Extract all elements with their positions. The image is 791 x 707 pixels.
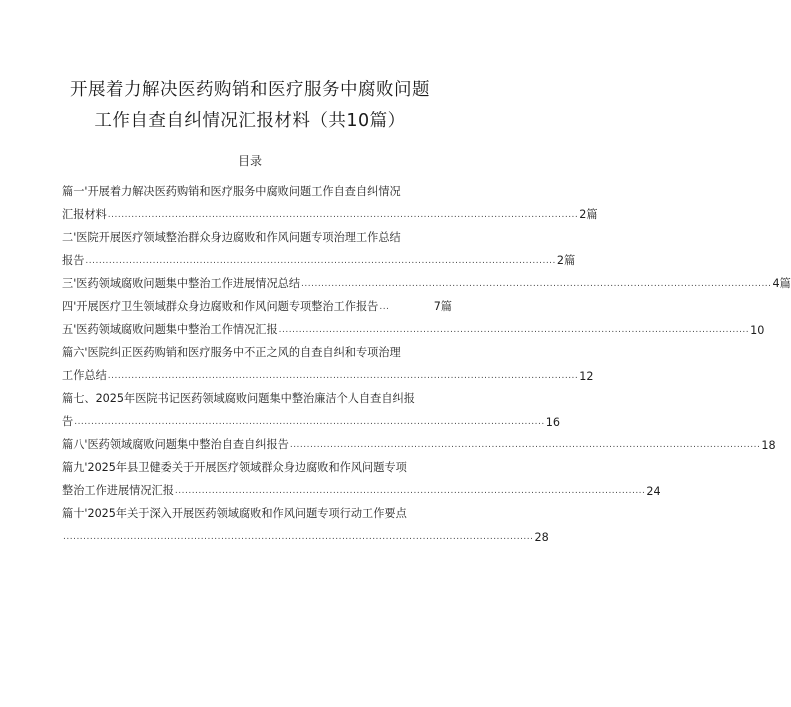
toc-entry-text: 篇六'医院纠正医药购销和医疗服务中不正之风的自查自纠和专项治理	[62, 346, 401, 359]
toc-entry-page: 18	[761, 439, 776, 452]
toc-entry-page: 28	[534, 531, 549, 544]
toc-entry-text: 篇九'2025年县卫健委关于开展医疗领域群众身边腐败和作风问题专项	[62, 461, 407, 474]
toc-entry-2-line-1[interactable]	[62, 222, 452, 245]
toc-leader-dots: ............................................................................................................................................	[278, 325, 750, 335]
toc-entry-page: 10	[750, 324, 765, 337]
toc-entry-text: 整治工作进展情况汇报	[62, 484, 174, 497]
toc-entry-text: 四'开展医疗卫生领域群众身边腐败和作风问题专项整治工作报告	[62, 300, 379, 313]
toc-entry-page: 2篇	[579, 208, 598, 221]
toc-heading: 目录	[237, 154, 262, 168]
toc-entry-1-line-1[interactable]	[62, 176, 452, 199]
document-title-line-1: 开展着力解决医药购销和医疗服务中腐败问题	[70, 80, 430, 100]
toc-entry-text: 告	[62, 415, 74, 428]
toc-entry-text: 二'医院开展医疗领域整治群众身边腐败和作风问题专项治理工作总结	[62, 231, 401, 244]
toc-leader-dots: ............................................................................................................................................	[107, 210, 579, 220]
toc-entry-5[interactable]	[62, 314, 765, 337]
toc-entry-10-line-2[interactable]	[62, 521, 549, 544]
toc-leader-dots: ............................................................................................................................................	[174, 486, 646, 496]
toc-entry-2-line-2[interactable]	[62, 245, 576, 268]
toc-entry-page: 2篇	[556, 254, 576, 267]
toc-entry-text: 工作总结	[62, 369, 107, 382]
toc-entry-page: 24	[646, 485, 661, 498]
document-title-line-2: 工作自查自纠情况汇报材料（共10篇）	[94, 111, 406, 131]
toc-entry-text: 三'医药领域腐败问题集中整治工作进展情况总结	[62, 277, 301, 290]
toc-leader-dots: ............................................................................................................................................	[301, 279, 772, 289]
toc-entry-9-line-2[interactable]	[62, 475, 661, 498]
toc-leader-dots: ............................................................................................................................................	[289, 440, 761, 450]
toc-entry-1-line-2[interactable]	[62, 199, 598, 222]
toc-entry-8[interactable]	[62, 429, 776, 452]
toc-entry-7-line-1[interactable]	[62, 383, 452, 406]
toc-entry-text: 篇七、2025年医院书记医药领域腐败问题集中整治廉洁个人自查自纠报	[62, 392, 415, 405]
toc-entry-text: 报告	[62, 254, 85, 267]
toc-entry-7-line-2[interactable]	[62, 406, 560, 429]
toc-entry-3[interactable]	[62, 268, 791, 291]
toc-entry-page: 16	[545, 416, 560, 429]
toc-leader-dots: ............................................................................................................................................	[107, 371, 579, 381]
toc-leader-dots: ............................................................................................................................................	[74, 417, 545, 427]
toc-leader-dots: ...	[379, 302, 390, 312]
toc-entry-text: 篇十'2025年关于深入开展医药领域腐败和作风问题专项行动工作要点	[62, 507, 407, 520]
toc-entry-page: 12	[579, 370, 594, 383]
toc-entry-text: 五'医药领域腐败问题集中整治工作情况汇报	[62, 323, 278, 336]
toc-leader-dots: ............................................................................................................................................	[85, 256, 556, 266]
toc-entry-page: 4篇	[772, 277, 791, 290]
toc-leader-dots: ............................................................................................................................................	[63, 532, 534, 542]
toc-entry-text: 篇一'开展着力解决医药购销和医疗服务中腐败问题工作自查自纠情况	[62, 185, 401, 198]
toc-entry-10-line-1[interactable]	[62, 498, 452, 521]
toc-entry-4[interactable]	[62, 291, 452, 314]
table-of-contents	[62, 176, 791, 544]
toc-entry-text: 汇报材料	[62, 208, 107, 221]
toc-entry-page: 7篇	[433, 300, 452, 313]
toc-entry-6-line-2[interactable]	[62, 360, 594, 383]
toc-entry-text: 篇八'医药领域腐败问题集中整治自查自纠报告	[62, 438, 289, 451]
toc-entry-6-line-1[interactable]	[62, 337, 452, 360]
toc-entry-9-line-1[interactable]	[62, 452, 452, 475]
